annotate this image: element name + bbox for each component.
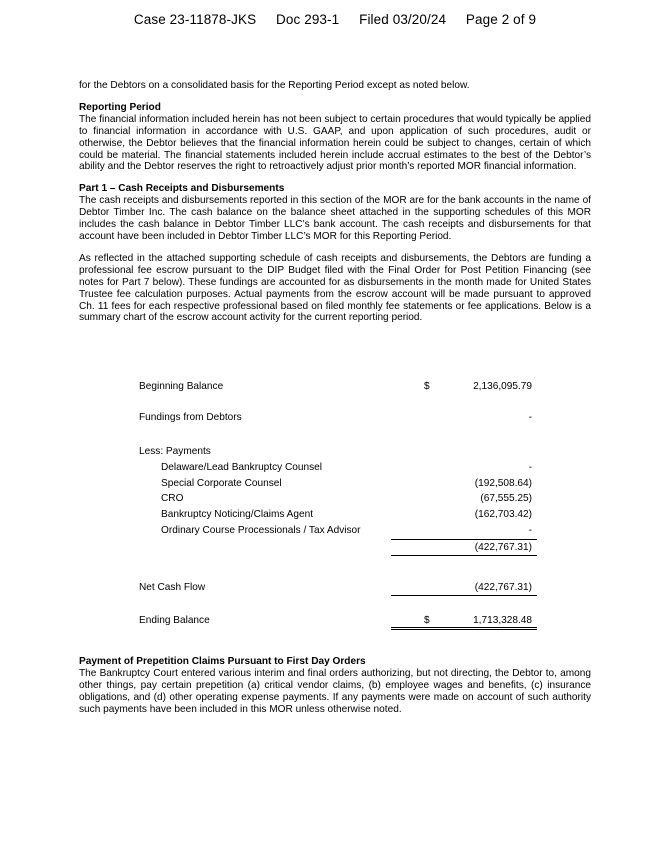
ending-balance-dollar: $ <box>424 615 430 626</box>
payment-amount: (192,508.64) <box>474 478 532 489</box>
ending-balance-label: Ending Balance <box>139 615 210 626</box>
payment-label: Bankruptcy Noticing/Claims Agent <box>161 509 314 520</box>
ending-balance-row <box>0 615 670 628</box>
payment-row <box>0 525 670 538</box>
fundings-amount: - <box>528 412 532 423</box>
page-header <box>0 12 670 27</box>
net-cash-flow-row <box>0 582 670 595</box>
net-cash-flow-rule <box>391 595 537 596</box>
less-payments-label: Less: Payments <box>139 446 211 457</box>
net-cash-flow-amount: (422,767.31) <box>474 582 532 593</box>
ending-balance-amount: 1,713,328.48 <box>473 615 532 626</box>
fundings-row <box>0 412 670 425</box>
payment-amount: - <box>528 462 532 473</box>
payment-label: Delaware/Lead Bankruptcy Counsel <box>161 462 323 473</box>
subtotal-rule <box>391 539 537 540</box>
ending-balance-double-rule <box>391 627 537 630</box>
doc-number: Doc 293-1 <box>276 12 340 27</box>
prepetition-section <box>79 656 591 716</box>
beginning-balance-label: Beginning Balance <box>139 381 224 392</box>
prepetition-text: The Bankruptcy Court entered various interim and final orders authorizing, but not directing, the Debtor to, among other things, pay certain prepetition (a) critical vendor claims, (b) employee wages and benefits, (c) insurance obligations, and (d) other operating expense payments. If any payments were made on account of such authority such payments have been included in this MOR unless otherwise noted. <box>79 667 591 715</box>
part1-paragraph-1: The cash receipts and disbursements reported in this section of the MOR are for the bank accounts in the name of Debtor Timber Inc. The cash balance on the balance sheet attached in the supporting schedules of this MOR includes the cash balance in Debtor Timber LLC’s bank account. The cash receipts and disbursements for that account have been included in Debtor Timber LLC’s MOR for this Reporting Period. <box>79 195 591 242</box>
payment-amount: - <box>528 525 532 536</box>
case-number: Case 23-11878-JKS <box>133 12 257 27</box>
payment-amount: (67,555.25) <box>480 493 532 504</box>
payment-label: Special Corporate Counsel <box>161 478 282 489</box>
payment-label: CRO <box>161 493 184 504</box>
net-cash-flow-label: Net Cash Flow <box>139 582 206 593</box>
payment-amount: (162,703.42) <box>474 509 532 520</box>
payment-row <box>0 509 670 522</box>
subtotal-bottom-rule <box>391 555 537 556</box>
payment-row <box>0 478 670 491</box>
intro-text: for the Debtors on a consolidated basis for the Reporting Period except as noted below. <box>79 80 470 91</box>
payments-total-row <box>0 542 670 555</box>
payment-label: Ordinary Course Processionals / Tax Advisor <box>161 525 361 536</box>
beginning-balance-dollar: $ <box>424 381 430 392</box>
less-payments-row <box>0 446 670 459</box>
part1-heading: Part 1 – Cash Receipts and Disbursements <box>79 183 285 195</box>
prepetition-heading: Payment of Prepetition Claims Pursuant to First Day Orders <box>79 656 366 667</box>
reporting-period-heading: Reporting Period <box>79 101 161 113</box>
reporting-period-text: The financial information included herein has not been subject to certain procedures that would typically be applied to financial information in accordance with U.S. GAAP, and upon application of such procedures, audit or otherwise, the Debtor believes that the financial information herein could be subject to changes, certain of which could be material. The financial statements included herein include accrual estimates to the best of the Debtor’s ability and the Debtor reserves the right to retroactively adjust prior month’s reported MOR financial information. <box>79 113 591 173</box>
fundings-label: Fundings from Debtors <box>139 412 242 423</box>
part1-paragraph-2: As reflected in the attached supporting schedule of cash receipts and disbursements, the Debtors are funding a professional fee escrow pursuant to the DIP Budget filed with the Final Order for Post Petition Financing (see notes for Part 7 below). These fundings are accounted for as disbursements in the month made for United States Trustee fee calculation purposes. Actual payments from the escrow account will be made pursuant to approved Ch. 11 fees for each respective professional based on filed monthly fee statements or fee applications. Below is a summary chart of the escrow account activity for the current reporting period. <box>79 252 591 324</box>
document-body <box>79 80 591 324</box>
payment-row <box>0 493 670 506</box>
beginning-balance-amount: 2,136,095.79 <box>473 381 532 392</box>
payment-row <box>0 462 670 475</box>
page-number: Page 2 of 9 <box>465 12 537 27</box>
payments-total-amount: (422,767.31) <box>474 542 532 553</box>
filed-date: Filed 03/20/24 <box>359 12 447 27</box>
beginning-balance-row <box>0 381 670 394</box>
